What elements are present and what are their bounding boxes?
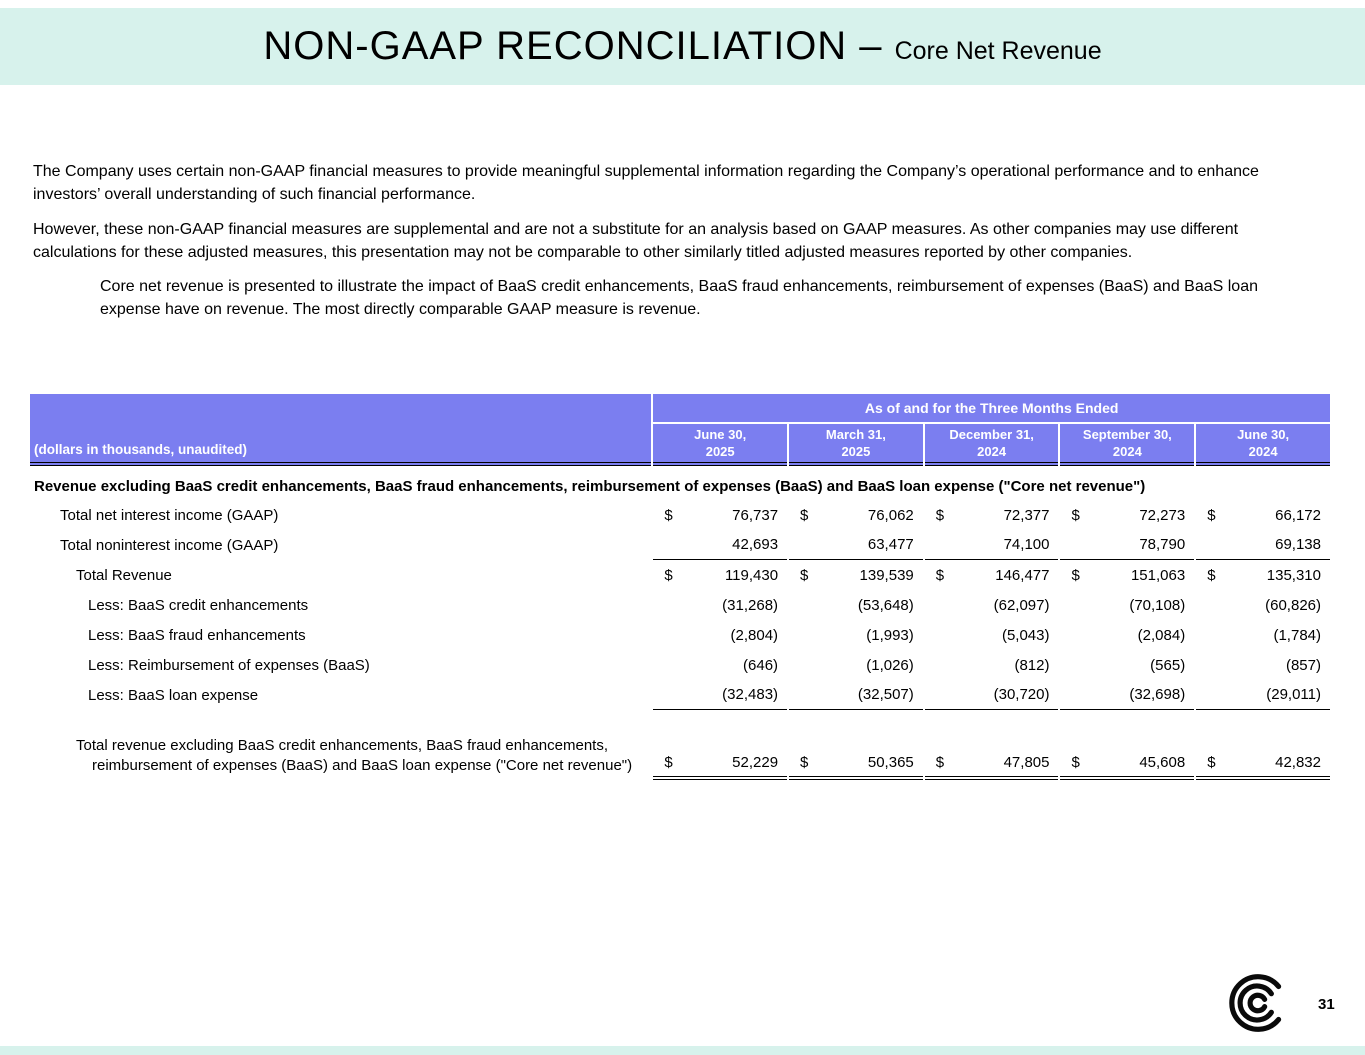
row-label: Total Revenue [76,566,172,584]
paragraph-non-gaap-intro: The Company uses certain non-GAAP financial measures to provide meaningful supplemental information regarding the Company’s operational performance and to enhance investors’ overall understanding of such financial performance. [33,163,1259,203]
value-cell [653,650,787,680]
cell-value: (857) [1285,656,1321,674]
cell-value: (29,011) [1266,686,1321,703]
table-row [30,710,1330,780]
cell-value: 45,608 [1139,754,1186,771]
cell-value: (32,483) [722,686,779,703]
value-cell [789,680,923,710]
value-cell [925,710,1059,780]
value-cell [1196,560,1330,590]
table-head [30,394,1330,466]
cell-value: (53,648) [857,596,914,614]
column-header: September 30, 2024 [1060,424,1194,466]
cell-value: (812) [1014,656,1050,674]
value-cell [789,590,923,620]
value-cell [789,530,923,560]
value-cell [1196,500,1330,530]
cell-value: 72,377 [1003,506,1050,524]
value-cell [925,620,1059,650]
cell-value: 135,310 [1266,566,1321,584]
row-label: Total revenue excluding BaaS credit enhancements, BaaS fraud enhancements, reimbursement of expenses (BaaS) and BaaS loan expense ("Core net revenue") [76,737,633,774]
table-row [30,590,1330,620]
cell-value: (31,268) [722,596,779,614]
cell-value: (646) [743,656,779,674]
column-header: December 31, 2024 [925,424,1059,466]
row-label: Total noninterest income (GAAP) [60,536,279,554]
currency-symbol: $ [935,566,945,584]
paragraph-core-net-revenue-definition: Core net revenue is presented to illustrate the impact of BaaS credit enhancements, BaaS fraud enhancements, reimbursement of expenses (BaaS) and BaaS loan expense have on revenue. The most directly comparable GAAP measure is revenue. [100,278,1258,318]
title-band [0,8,1365,85]
column-header: March 31, 2025 [789,424,923,466]
page-subtitle: Core Net Revenue [894,37,1102,65]
cell-value: (1,026) [866,656,914,674]
table-row [30,530,1330,560]
currency-symbol: $ [935,506,945,524]
value-cell [925,560,1059,590]
cell-value: (32,507) [857,686,914,703]
value-cell [1196,650,1330,680]
cell-value: 47,805 [1003,754,1050,771]
value-cell [1060,500,1194,530]
cell-value: (2,084) [1137,626,1186,644]
row-label: Less: Reimbursement of expenses (BaaS) [88,656,370,674]
row-label: Less: BaaS loan expense [88,686,259,704]
value-cell [653,590,787,620]
column-header: June 30, 2025 [653,424,787,466]
cell-value: 76,737 [732,506,779,524]
value-cell [789,650,923,680]
currency-symbol: $ [1071,506,1080,524]
currency-symbol: $ [800,754,809,771]
cell-value: (1,784) [1273,626,1321,644]
currency-symbol: $ [1207,566,1216,584]
cell-value: 52,229 [732,754,779,771]
cell-value: (5,043) [1001,626,1050,644]
value-cell [1060,560,1194,590]
value-cell [653,680,787,710]
table-body [30,466,1330,780]
table-row [30,500,1330,530]
cell-value: 146,477 [995,566,1050,584]
value-cell [925,500,1059,530]
section-header: Revenue excluding BaaS credit enhancements, BaaS fraud enhancements, reimbursement of expenses (BaaS) and BaaS loan expense ("Core net revenue") [34,478,1146,495]
value-cell [789,500,923,530]
value-cell [1060,680,1194,710]
table-row [30,620,1330,650]
value-cell [925,590,1059,620]
value-cell [653,560,787,590]
value-cell [1196,530,1330,560]
reconciliation-table [28,394,1332,780]
table-left-header: (dollars in thousands, unaudited) [30,394,651,466]
value-cell [789,560,923,590]
value-cell [1060,710,1194,780]
cell-value: 69,138 [1275,536,1321,553]
value-cell [1196,710,1330,780]
cell-value: (70,108) [1129,596,1186,614]
page-title-row [263,24,1101,69]
cell-value: 42,693 [732,536,779,553]
value-cell [653,500,787,530]
page-title: NON-GAAP RECONCILIATION – [263,24,883,68]
cell-value: 139,539 [859,566,914,584]
currency-symbol: $ [1071,754,1080,771]
value-cell [789,710,923,780]
value-cell [1060,650,1194,680]
currency-symbol: $ [664,566,673,584]
currency-symbol: $ [800,506,809,524]
section-row [30,466,1330,500]
reconciliation-table-wrap [28,394,1332,780]
value-cell [1196,620,1330,650]
cell-value: 119,430 [724,566,779,584]
cell-value: 76,062 [867,506,914,524]
cell-value: 72,273 [1139,506,1186,524]
value-cell [925,650,1059,680]
value-cell [789,620,923,650]
row-label: Less: BaaS fraud enhancements [88,626,306,644]
currency-symbol: $ [1207,754,1216,771]
currency-symbol: $ [664,754,673,771]
company-logo-icon [1226,970,1292,1036]
row-label: Less: BaaS credit enhancements [88,596,309,614]
cell-value: 78,790 [1139,536,1186,553]
cell-value: 66,172 [1275,506,1321,524]
cell-value: (62,097) [993,596,1050,614]
currency-symbol: $ [1071,566,1080,584]
table-row [30,680,1330,710]
column-header: June 30, 2024 [1196,424,1330,466]
table-row [30,650,1330,680]
currency-symbol: $ [935,754,945,771]
cell-value: 151,063 [1130,566,1186,584]
cell-value: 50,365 [867,754,914,771]
cell-value: (32,698) [1129,686,1186,703]
bottom-accent-bar [0,1046,1365,1055]
currency-symbol: $ [1207,506,1216,524]
table-row [30,560,1330,590]
value-cell [1196,590,1330,620]
value-cell [925,530,1059,560]
cell-value: 74,100 [1003,536,1050,553]
currency-symbol: $ [664,506,673,524]
table-head-row-span [30,394,1330,424]
row-label: Total net interest income (GAAP) [60,506,279,524]
value-cell [653,710,787,780]
cell-value: 63,477 [867,536,914,553]
value-cell [1060,530,1194,560]
currency-symbol: $ [800,566,809,584]
value-cell [653,530,787,560]
value-cell [1060,590,1194,620]
table-span-header: As of and for the Three Months Ended [653,394,1330,424]
value-cell [653,620,787,650]
value-cell [1196,680,1330,710]
cell-value: 42,832 [1275,754,1321,771]
cell-value: (1,993) [866,626,914,644]
paragraph-non-gaap-disclaimer: However, these non-GAAP financial measures are supplemental and are not a substitute for an analysis based on GAAP measures. As other companies may use different calculations for these adjusted measures, this presentation may not be comparable to other similarly titled adjusted measures reported by other companies. [33,221,1239,261]
cell-value: (30,720) [993,686,1050,703]
page-number: 31 [1318,996,1335,1013]
cell-value: (565) [1150,656,1186,674]
value-cell [925,680,1059,710]
cell-value: (2,804) [730,626,779,644]
value-cell [1060,620,1194,650]
cell-value: (60,826) [1265,596,1321,614]
